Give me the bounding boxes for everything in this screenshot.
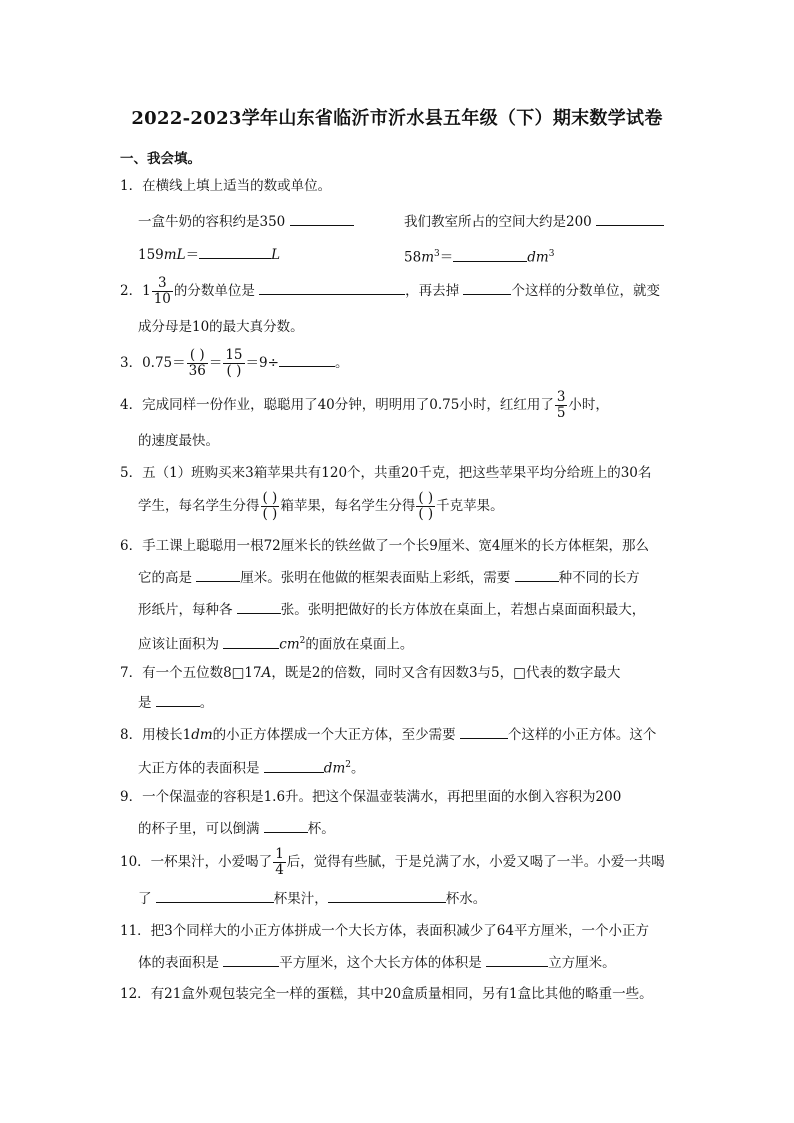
- fraction: $\frac{15}{( )}$: [225, 347, 243, 379]
- answer-blank[interactable]: [156, 889, 274, 903]
- question-6-line2: 它的高是 厘米。张明在他做的框架表面贴上彩纸，需要 种不同的长方: [138, 570, 640, 586]
- answer-blank[interactable]: [196, 568, 240, 582]
- question-10: 10．一杯果汁，小爱喝了 $\frac{1}{4}$ 后，觉得有些腻，于是兑满了水，小爱又喝了一半。小爱一共喝: [120, 846, 665, 878]
- q1-part-a: 一盒牛奶的容积约是350: [138, 212, 354, 231]
- answer-blank[interactable]: [259, 281, 405, 295]
- answer-blank[interactable]: [156, 693, 200, 707]
- question-9-line2: 的杯子里，可以倒满 杯。: [138, 821, 335, 837]
- answer-fraction[interactable]: $\frac{( )}{( )}$: [262, 490, 278, 522]
- answer-blank[interactable]: [486, 953, 548, 967]
- section-heading: 一、我会填。: [120, 151, 201, 167]
- answer-blank[interactable]: [290, 212, 354, 226]
- question-9: 9．一个保温壶的容积是1.6升。把这个保温壶装满水，再把里面的水倒入容积为200: [120, 789, 622, 805]
- answer-blank[interactable]: [460, 725, 508, 739]
- question-2-line2: 成分母是10的最大真分数。: [138, 319, 304, 335]
- answer-blank[interactable]: [237, 600, 281, 614]
- question-12: 12．有21盒外观包装完全一样的蛋糕，其中20盒质量相同，另有1盒比其他的略重一些。: [120, 986, 653, 1002]
- answer-blank[interactable]: [199, 245, 271, 259]
- q1-part-d: $58m^3= dm^3$: [404, 249, 555, 266]
- fraction: $\frac{3}{10}$: [153, 275, 171, 307]
- answer-blank[interactable]: [279, 353, 335, 367]
- question-5: 5．五（1）班购买来3箱苹果共有120个，共重20千克，把这些苹果平均分给班上的30名: [120, 465, 652, 481]
- answer-blank[interactable]: [223, 635, 279, 649]
- question-8: 8．用棱长1dm的小正方体摆成一个大正方体，至少需要 个这样的小正方体。这个: [120, 727, 657, 743]
- question-4: 4．完成同样一份作业，聪聪用了40分钟，明明用了0.75小时，红红用了 $\frac{3}{5}$ 小时，: [120, 389, 609, 421]
- question-7: 7．有一个五位数8□17A，既是2的倍数，同时又含有因数3与5，□代表的数字最大: [120, 665, 621, 681]
- answer-blank[interactable]: [264, 819, 308, 833]
- fraction: $\frac{1}{4}$: [275, 846, 284, 878]
- question-4-line2: 的速度最快。: [138, 433, 219, 449]
- fraction: $\frac{( )}{36}$: [188, 347, 206, 379]
- answer-blank[interactable]: [596, 212, 664, 226]
- question-8-line2: 大正方体的表面积是 $dm^2$。: [138, 760, 365, 777]
- q1-part-b: 我们教室所占的空间大约是200: [404, 212, 664, 231]
- answer-blank[interactable]: [328, 889, 446, 903]
- question-3: 3．0.75＝ $\frac{( )}{36}$ ＝ $\frac{15}{( )}$ ＝9÷ 。: [120, 347, 349, 379]
- answer-blank[interactable]: [223, 953, 279, 967]
- question-6-line3: 形纸片，每种各 张。张明把做好的长方体放在桌面上，若想占桌面面积最大，: [138, 602, 646, 618]
- question-10-line2: 了 杯果汁， 杯水。: [138, 891, 487, 907]
- answer-blank[interactable]: [515, 568, 559, 582]
- answer-blank[interactable]: [264, 759, 324, 773]
- q1-part-c: 159mL＝ L: [138, 247, 281, 263]
- page-title: 2022-2023学年山东省临沂市沂水县五年级（下）期末数学试卷: [131, 108, 663, 129]
- question-7-line2: 是 。: [138, 695, 214, 711]
- question-11-line2: 体的表面积是 平方厘米，这个大长方体的体积是 立方厘米。: [138, 955, 616, 971]
- question-2: 2．1 $\frac{3}{10}$ 的分数单位是 ，再去掉 个这样的分数单位，就变: [120, 275, 660, 307]
- answer-blank[interactable]: [463, 281, 511, 295]
- question-6: 6．手工课上聪聪用一根72厘米长的铁丝做了一个长9厘米、宽4厘米的长方体框架，那么: [120, 538, 649, 554]
- fraction: $\frac{3}{5}$: [556, 389, 566, 421]
- question-5-line2: 学生，每名学生分得 $\frac{( )}{( )}$ 箱苹果，每名学生分得 $\frac{( )}{( )}$ 千克苹果。: [138, 490, 504, 522]
- question-1: 1．在横线上填上适当的数或单位。: [120, 178, 332, 194]
- answer-blank[interactable]: [453, 248, 527, 262]
- question-11: 11．把3个同样大的小正方体拼成一个大长方体，表面积减少了64平方厘米，一个小正方: [120, 923, 649, 939]
- answer-fraction[interactable]: $\frac{( )}{( )}$: [418, 490, 434, 522]
- question-6-line4: 应该让面积为 $cm^2$的面放在桌面上。: [138, 636, 414, 653]
